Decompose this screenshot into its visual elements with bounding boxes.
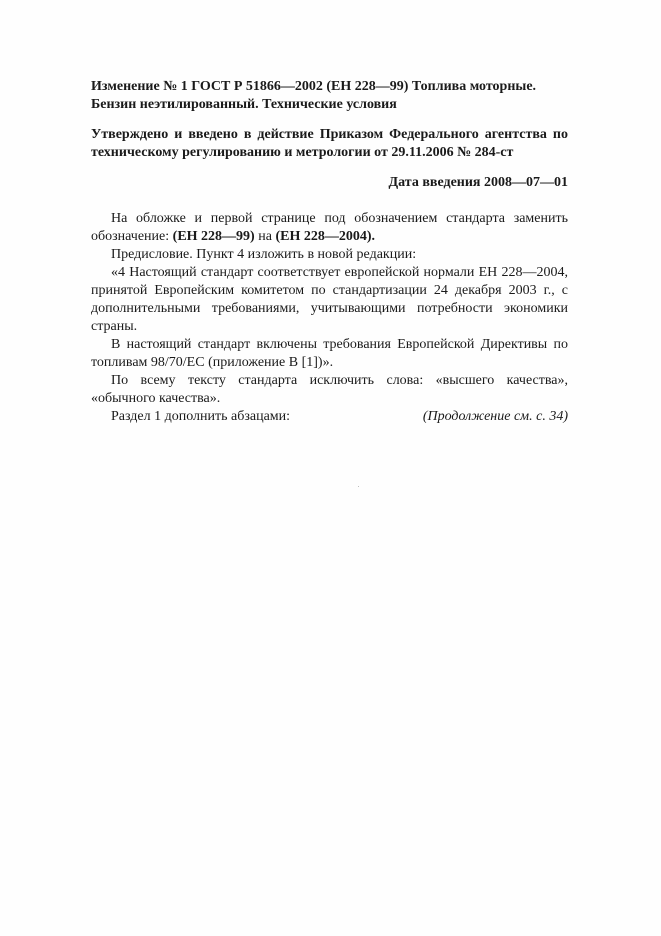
approval-statement: Утверждено и введено в действие Приказом Федерального агентства по техническому регулированию и метрологии от 29.11.2006 № 284-ст	[91, 127, 568, 160]
continuation-note: (Продолжение см. с. 34)	[422, 409, 568, 424]
amendment-title-line2: Бензин неэтилированный. Технические условия	[91, 97, 397, 112]
document-content	[91, 78, 568, 426]
paragraph-exclude-words: По всему тексту стандарта исключить слова: «высшего качества», «обычного качества».	[91, 373, 568, 406]
amendment-title-line1: Изменение № 1 ГОСТ Р 51866—2002 (ЕН 228—99) Топлива моторные.	[91, 79, 537, 94]
amendment-body	[91, 210, 568, 426]
section-1-text: Раздел 1 дополнить абзацами:	[111, 409, 291, 424]
paragraph-section-1	[91, 408, 568, 426]
paragraph-cover-text: На обложке и первой странице под обозначением стандарта заменить обозначение:	[91, 211, 568, 244]
amendment-title	[91, 78, 568, 114]
paragraph-directive: В настоящий стандарт включены требования Европейской Директивы по топливам 98/70/ЕС (приложение В [1])».	[91, 337, 568, 370]
paragraph-preface: Предисловие. Пункт 4 изложить в новой редакции:	[111, 247, 417, 262]
new-designation: (ЕН 228—2004).	[275, 229, 375, 244]
scan-speck	[358, 486, 359, 487]
effective-date: Дата введения 2008—07—01	[388, 175, 568, 190]
paragraph-cover-connector: на	[254, 229, 276, 244]
old-designation: (ЕН 228—99)	[172, 229, 255, 244]
paragraph-item-4: «4 Настоящий стандарт соответствует европейской нормали ЕН 228—2004, принятой Европейским комитетом по стандартизации 24 декабря 2003 г., с дополнительными требованиями, учитывающими потребности экономики страны.	[91, 265, 568, 334]
paragraph-cover-designation	[91, 210, 568, 246]
